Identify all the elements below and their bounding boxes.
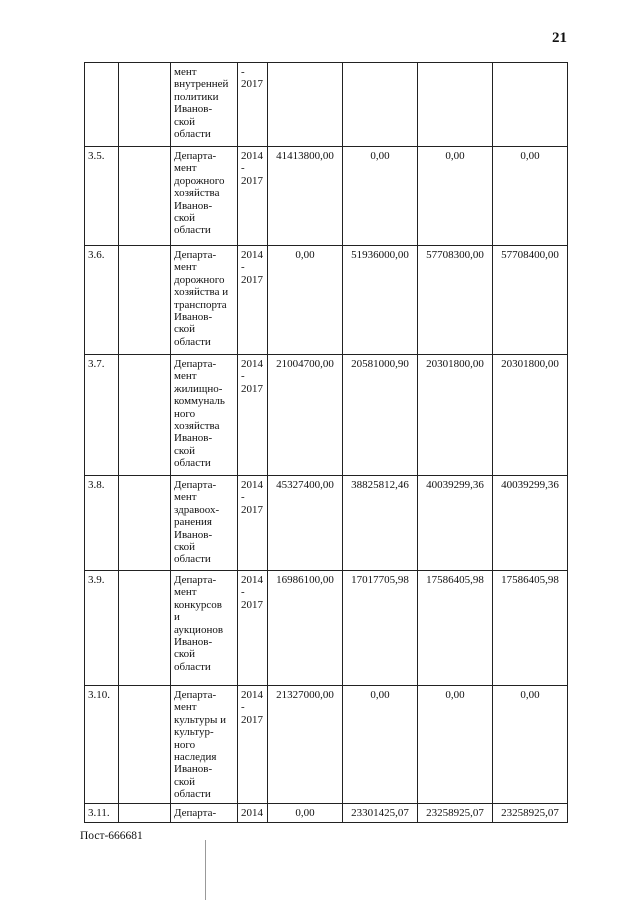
amount-2014: 0,00 bbox=[268, 804, 343, 823]
period: 2014 bbox=[238, 804, 268, 823]
organization-name: Департа- bbox=[171, 804, 238, 823]
organization-name: мент внутренней политики Иванов- ской области bbox=[171, 63, 238, 147]
amount-2017: 23258925,07 bbox=[493, 804, 568, 823]
amount-2016: 0,00 bbox=[418, 686, 493, 804]
amount-2016 bbox=[418, 63, 493, 147]
empty-cell bbox=[119, 476, 171, 571]
amount-2016: 23258925,07 bbox=[418, 804, 493, 823]
empty-cell bbox=[119, 246, 171, 355]
row-number: 3.10. bbox=[85, 686, 119, 804]
empty-cell bbox=[119, 63, 171, 147]
organization-name: Департа- мент конкурсов и аукционов Иванов- ской области bbox=[171, 571, 238, 686]
amount-2016: 0,00 bbox=[418, 147, 493, 246]
amount-2017: 57708400,00 bbox=[493, 246, 568, 355]
amount-2015: 51936000,00 bbox=[343, 246, 418, 355]
amount-2015: 0,00 bbox=[343, 147, 418, 246]
amount-2016: 40039299,36 bbox=[418, 476, 493, 571]
amount-2016: 57708300,00 bbox=[418, 246, 493, 355]
period: 2014 - 2017 bbox=[238, 246, 268, 355]
period: 2014 - 2017 bbox=[238, 147, 268, 246]
amount-2015: 0,00 bbox=[343, 686, 418, 804]
table-row bbox=[85, 476, 568, 571]
empty-cell bbox=[119, 147, 171, 246]
amount-2014 bbox=[268, 63, 343, 147]
empty-cell bbox=[119, 571, 171, 686]
amount-2014: 45327400,00 bbox=[268, 476, 343, 571]
amount-2014: 41413800,00 bbox=[268, 147, 343, 246]
amount-2015 bbox=[343, 63, 418, 147]
period: 2014 - 2017 bbox=[238, 476, 268, 571]
organization-name: Департа- мент дорожного хозяйства Иванов- ской области bbox=[171, 147, 238, 246]
amount-2014: 21004700,00 bbox=[268, 355, 343, 476]
row-number: 3.9. bbox=[85, 571, 119, 686]
row-number: 3.6. bbox=[85, 246, 119, 355]
amount-2017: 0,00 bbox=[493, 686, 568, 804]
row-number: 3.11. bbox=[85, 804, 119, 823]
amount-2017: 20301800,00 bbox=[493, 355, 568, 476]
organization-name: Департа- мент жилищно- коммуналь ного хозяйства Иванов- ской области bbox=[171, 355, 238, 476]
table-row bbox=[85, 804, 568, 823]
empty-cell bbox=[119, 686, 171, 804]
amount-2017 bbox=[493, 63, 568, 147]
period: 2014 - 2017 bbox=[238, 686, 268, 804]
organization-name: Департа- мент здравоох- ранения Иванов- ской области bbox=[171, 476, 238, 571]
table-row bbox=[85, 355, 568, 476]
document-footer: Пост-666681 bbox=[80, 830, 143, 842]
table-row bbox=[85, 686, 568, 804]
empty-cell bbox=[119, 355, 171, 476]
scan-artifact-line bbox=[205, 840, 206, 900]
organization-name: Департа- мент культуры и культур- ного наследия Иванов- ской области bbox=[171, 686, 238, 804]
row-number: 3.5. bbox=[85, 147, 119, 246]
amount-2015: 20581000,90 bbox=[343, 355, 418, 476]
amount-2014: 0,00 bbox=[268, 246, 343, 355]
amount-2015: 23301425,07 bbox=[343, 804, 418, 823]
period: 2014 - 2017 bbox=[238, 571, 268, 686]
organization-name: Департа- мент дорожного хозяйства и транспорта Иванов- ской области bbox=[171, 246, 238, 355]
empty-cell bbox=[119, 804, 171, 823]
amount-2014: 21327000,00 bbox=[268, 686, 343, 804]
row-number: 3.8. bbox=[85, 476, 119, 571]
amount-2017: 17586405,98 bbox=[493, 571, 568, 686]
amount-2017: 0,00 bbox=[493, 147, 568, 246]
table-row bbox=[85, 63, 568, 147]
table-row bbox=[85, 246, 568, 355]
row-number bbox=[85, 63, 119, 147]
period: - 2017 bbox=[238, 63, 268, 147]
amount-2015: 17017705,98 bbox=[343, 571, 418, 686]
table-row bbox=[85, 571, 568, 686]
page-number: 21 bbox=[552, 30, 567, 46]
row-number: 3.7. bbox=[85, 355, 119, 476]
amount-2016: 20301800,00 bbox=[418, 355, 493, 476]
amount-2014: 16986100,00 bbox=[268, 571, 343, 686]
funding-table bbox=[84, 62, 568, 823]
table-row bbox=[85, 147, 568, 246]
amount-2015: 38825812,46 bbox=[343, 476, 418, 571]
amount-2017: 40039299,36 bbox=[493, 476, 568, 571]
period: 2014 - 2017 bbox=[238, 355, 268, 476]
amount-2016: 17586405,98 bbox=[418, 571, 493, 686]
